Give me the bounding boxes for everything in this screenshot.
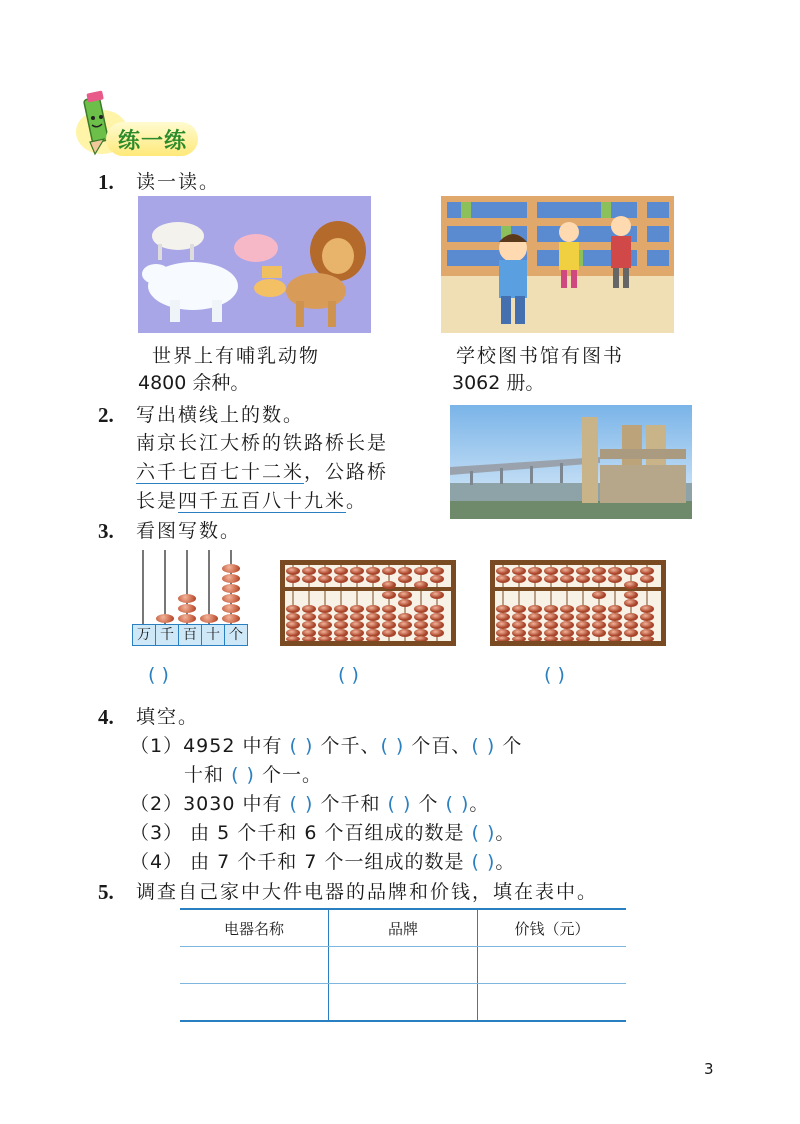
place-label-wan: 万 bbox=[132, 624, 156, 646]
q2-railway-length-underlined: 六千七百七十二米 bbox=[136, 461, 305, 483]
library-illustration bbox=[441, 196, 674, 333]
q4-i2-blank-3[interactable]: ( ) bbox=[445, 793, 470, 815]
table-row bbox=[180, 984, 626, 1022]
q4-i2-c: 个 bbox=[418, 793, 439, 815]
q2-line2 bbox=[136, 459, 388, 485]
table-header-appliance: 电器名称 bbox=[180, 909, 329, 947]
q2-line3-end: 。 bbox=[346, 490, 368, 512]
q4-i1-blank-ones[interactable]: ( ) bbox=[231, 764, 255, 786]
q4-i1-a: （1）4952 中有 bbox=[130, 735, 283, 757]
q1-caption-left-line2: 4800 余种。 bbox=[138, 372, 250, 394]
table-header-price: 价钱（元） bbox=[478, 909, 627, 947]
q4-item-1-line2 bbox=[184, 762, 322, 788]
q4-i4-a: （4） 由 7 个千和 7 个一组成的数是 bbox=[130, 851, 465, 873]
q4-i2-a: （2）3030 中有 bbox=[130, 793, 283, 815]
section-title: 练一练 bbox=[118, 129, 188, 154]
q3-answer-blank-1[interactable]: ( ) bbox=[148, 664, 169, 686]
place-label-ge: 个 bbox=[225, 624, 248, 646]
mammals-illustration bbox=[138, 196, 371, 333]
q4-i2-d: 。 bbox=[469, 793, 490, 815]
q4-number: 4. bbox=[98, 705, 114, 729]
table-row bbox=[180, 947, 626, 984]
table-cell[interactable] bbox=[180, 947, 329, 984]
q4-i3-b: 。 bbox=[495, 822, 516, 844]
q1-prompt: 读一读。 bbox=[136, 171, 221, 193]
q4-i4-b: 。 bbox=[495, 851, 516, 873]
table-header-brand: 品牌 bbox=[329, 909, 478, 947]
table-header-row bbox=[180, 909, 626, 947]
q4-i2-b: 个千和 bbox=[320, 793, 381, 815]
q4-i3-blank[interactable]: ( ) bbox=[471, 822, 496, 844]
q4-i1-e: 十和 bbox=[184, 764, 225, 786]
q2-prompt: 写出横线上的数。 bbox=[136, 404, 305, 426]
q4-i1-blank-thousands[interactable]: ( ) bbox=[289, 735, 314, 757]
q4-item-3 bbox=[130, 820, 515, 846]
table-cell[interactable] bbox=[478, 984, 627, 1022]
q1-number: 1. bbox=[98, 170, 114, 194]
page-number: 3 bbox=[704, 1060, 714, 1078]
table-cell[interactable] bbox=[329, 984, 478, 1022]
q4-i4-blank[interactable]: ( ) bbox=[471, 851, 496, 873]
q3-answer-blank-3[interactable]: ( ) bbox=[544, 664, 565, 686]
q5-prompt: 调查自己家中大件电器的品牌和价钱，填在表中。 bbox=[136, 881, 599, 903]
table-cell[interactable] bbox=[180, 984, 329, 1022]
place-value-abacus bbox=[132, 550, 244, 646]
q4-item-1-line1 bbox=[130, 733, 522, 759]
q2-highway-length-underlined: 四千五百八十九米 bbox=[178, 490, 347, 512]
abacus-1 bbox=[280, 560, 456, 646]
q1-caption-right-line2: 3062 册。 bbox=[452, 372, 545, 394]
place-label-qian: 千 bbox=[156, 624, 179, 646]
place-labels-row bbox=[132, 624, 248, 646]
q4-i2-blank-2[interactable]: ( ) bbox=[387, 793, 412, 815]
table-cell[interactable] bbox=[329, 947, 478, 984]
abacus-2 bbox=[490, 560, 666, 646]
q4-i1-c: 个百、 bbox=[411, 735, 472, 757]
q3-number: 3. bbox=[98, 519, 114, 543]
q4-i2-blank-1[interactable]: ( ) bbox=[289, 793, 314, 815]
appliance-table bbox=[180, 908, 626, 1022]
q4-i1-d: 个 bbox=[502, 735, 523, 757]
q4-prompt: 填空。 bbox=[136, 706, 200, 728]
place-label-shi: 十 bbox=[202, 624, 225, 646]
section-header bbox=[70, 88, 200, 160]
q2-number: 2. bbox=[98, 403, 114, 427]
place-label-bai: 百 bbox=[179, 624, 202, 646]
q4-i3-a: （3） 由 5 个千和 6 个百组成的数是 bbox=[130, 822, 465, 844]
q1-caption-left-line1: 世界上有哺乳动物 bbox=[152, 345, 321, 367]
q1-caption-right-line1: 学校图书馆有图书 bbox=[456, 345, 625, 367]
q4-item-4 bbox=[130, 849, 515, 875]
q2-line2-rest: ，公路桥 bbox=[304, 461, 389, 483]
q3-prompt: 看图写数。 bbox=[136, 520, 242, 542]
q2-line3 bbox=[136, 488, 367, 514]
table-cell[interactable] bbox=[478, 947, 627, 984]
q4-i1-b: 个千、 bbox=[320, 735, 381, 757]
q4-i1-blank-hundreds[interactable]: ( ) bbox=[380, 735, 405, 757]
q2-line1: 南京长江大桥的铁路桥长是 bbox=[136, 432, 389, 454]
q2-line3-pre: 长是 bbox=[136, 490, 179, 512]
q4-item-2 bbox=[130, 791, 489, 817]
q4-i1-f: 个一。 bbox=[261, 764, 322, 786]
q4-i1-blank-tens[interactable]: ( ) bbox=[471, 735, 496, 757]
q5-number: 5. bbox=[98, 880, 114, 904]
q3-answer-blank-2[interactable]: ( ) bbox=[338, 664, 359, 686]
bridge-photo bbox=[450, 405, 692, 519]
